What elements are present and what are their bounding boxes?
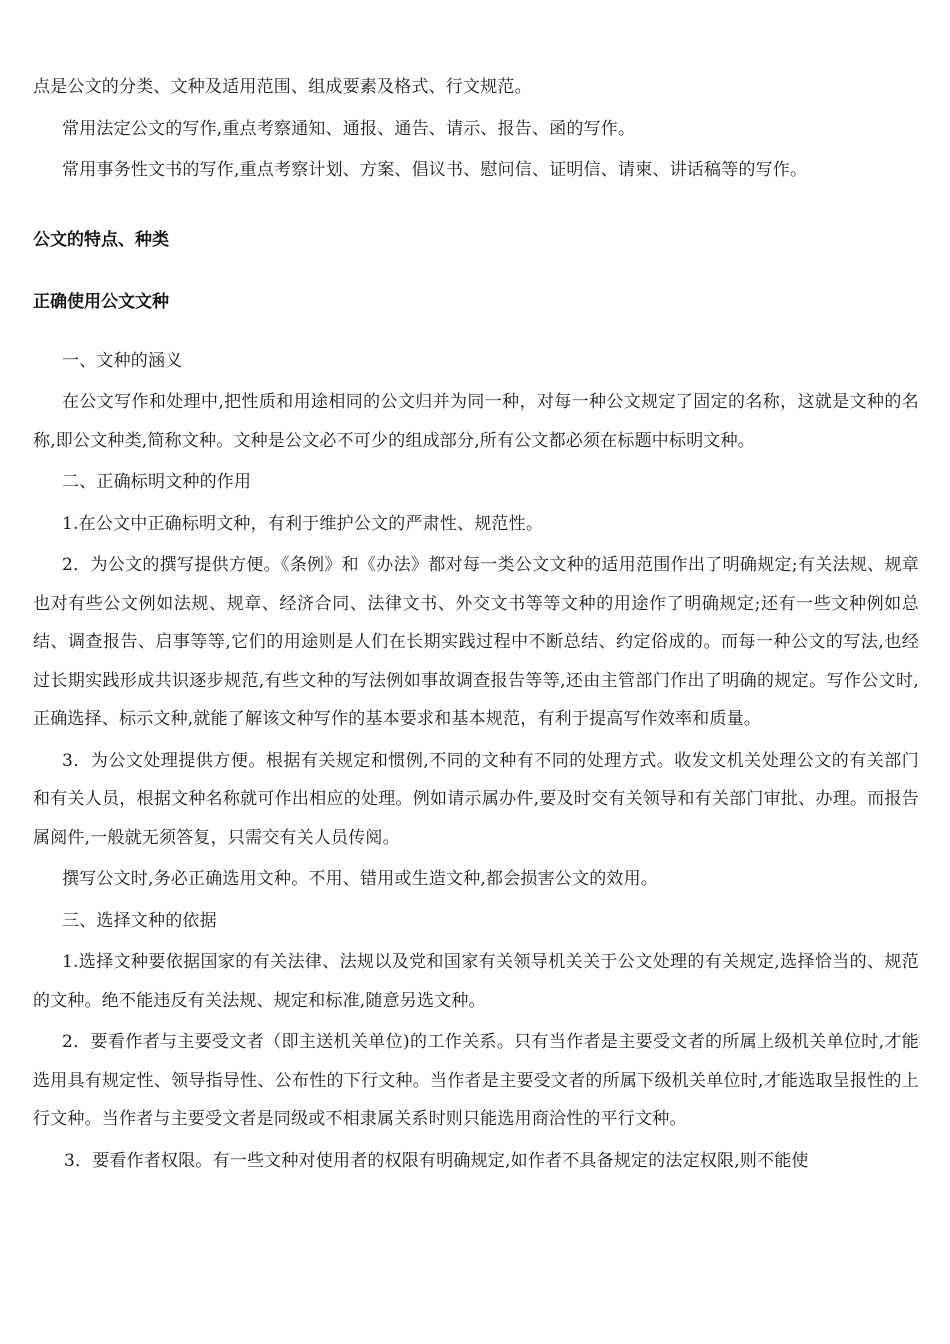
section2-item-2: 2．为公文的撰写提供方便。《条例》和《办法》都对每一类公文文种的适用范围作出了明确规定;有关法规、规章也对有些公文例如法规、规章、经济合同、法律文书、外交文书等等文种的用途作了明确规定;还有一些文种例如总结、调查报告、启事等等,它们的用途则是人们在长期实践过程中不断总结、约定俗成的。而每一种公文的写法,也经过长期实践形成共识逐步规范,有些文种的写法例如事故调查报告等等,还由主管部门作出了明确的规定。写作公文时,正确选择、标示文种,就能了解该文种写作的基本要求和基本规范，有利于提高写作效率和质量。 bbox=[33, 555, 919, 729]
section2-item-1: 1.在公文中正确标明文种，有利于维护公文的严肃性、规范性。 bbox=[62, 513, 544, 534]
document-page bbox=[33, 68, 919, 1183]
intro-line-1: 点是公文的分类、文种及适用范围、组成要素及格式、行文规范。 bbox=[33, 77, 532, 97]
section1-title: 一、文种的涵义 bbox=[62, 350, 183, 371]
intro-line-3: 常用事务性文书的写作,重点考察计划、方案、倡议书、慰问信、证明信、请柬、讲话稿等的写作。 bbox=[62, 160, 808, 180]
section3-item-3: 3．要看作者权限。有一些文种对使用者的权限有明确规定,如作者不具备规定的法定权限,则不能使 bbox=[64, 1150, 809, 1171]
heading-usage: 正确使用公文文种 bbox=[33, 291, 169, 312]
intro-line-2: 常用法定公文的写作,重点考察通知、通报、通告、请示、报告、函的写作。 bbox=[62, 118, 636, 139]
section1-paragraph: 在公文写作和处理中,把性质和用途相同的公文归并为同一种，对每一种公文规定了固定的名称，这就是文种的名称,即公文种类,简称文种。文种是公文必不可少的组成部分,所有公文都必须在标题中标明文种。 bbox=[33, 392, 919, 451]
section2-item-3: 3．为公文处理提供方便。根据有关规定和惯例,不同的文种有不同的处理方式。收发文机关处理公文的有关部门和有关人员，根据文种名称就可作出相应的处理。例如请示属办件,要及时交有关领导和有关部门审批、办理。而报告属阅件,一般就无须答复，只需交有关人员传阅。 bbox=[33, 750, 919, 848]
heading-features: 公文的特点、种类 bbox=[33, 229, 169, 250]
section3-title: 三、选择文种的依据 bbox=[62, 910, 217, 931]
section3-item-2: 2．要看作者与主要受文者（即主送机关单位)的工作关系。只有当作者是主要受文者的所属上级机关单位时,才能选用具有规定性、领导指导性、公布性的下行文种。当作者是主要受文者的所属下级机关单位时,才能选取呈报性的上行文种。当作者与主要受文者是同级或不相隶属关系时则只能选用商洽性的平行文种。 bbox=[33, 1032, 919, 1129]
section2-title: 二、正确标明文种的作用 bbox=[62, 472, 252, 492]
section3-item-1: 1.选择文种要依据国家的有关法律、法规以及党和国家有关领导机关关于公文处理的有关规定,选择恰当的、规范的文种。绝不能违反有关法规、规定和标准,随意另选文种。 bbox=[33, 952, 919, 1011]
section2-summary: 撰写公文时,务必正确选用文种。不用、错用或生造文种,都会损害公文的效用。 bbox=[62, 869, 659, 889]
